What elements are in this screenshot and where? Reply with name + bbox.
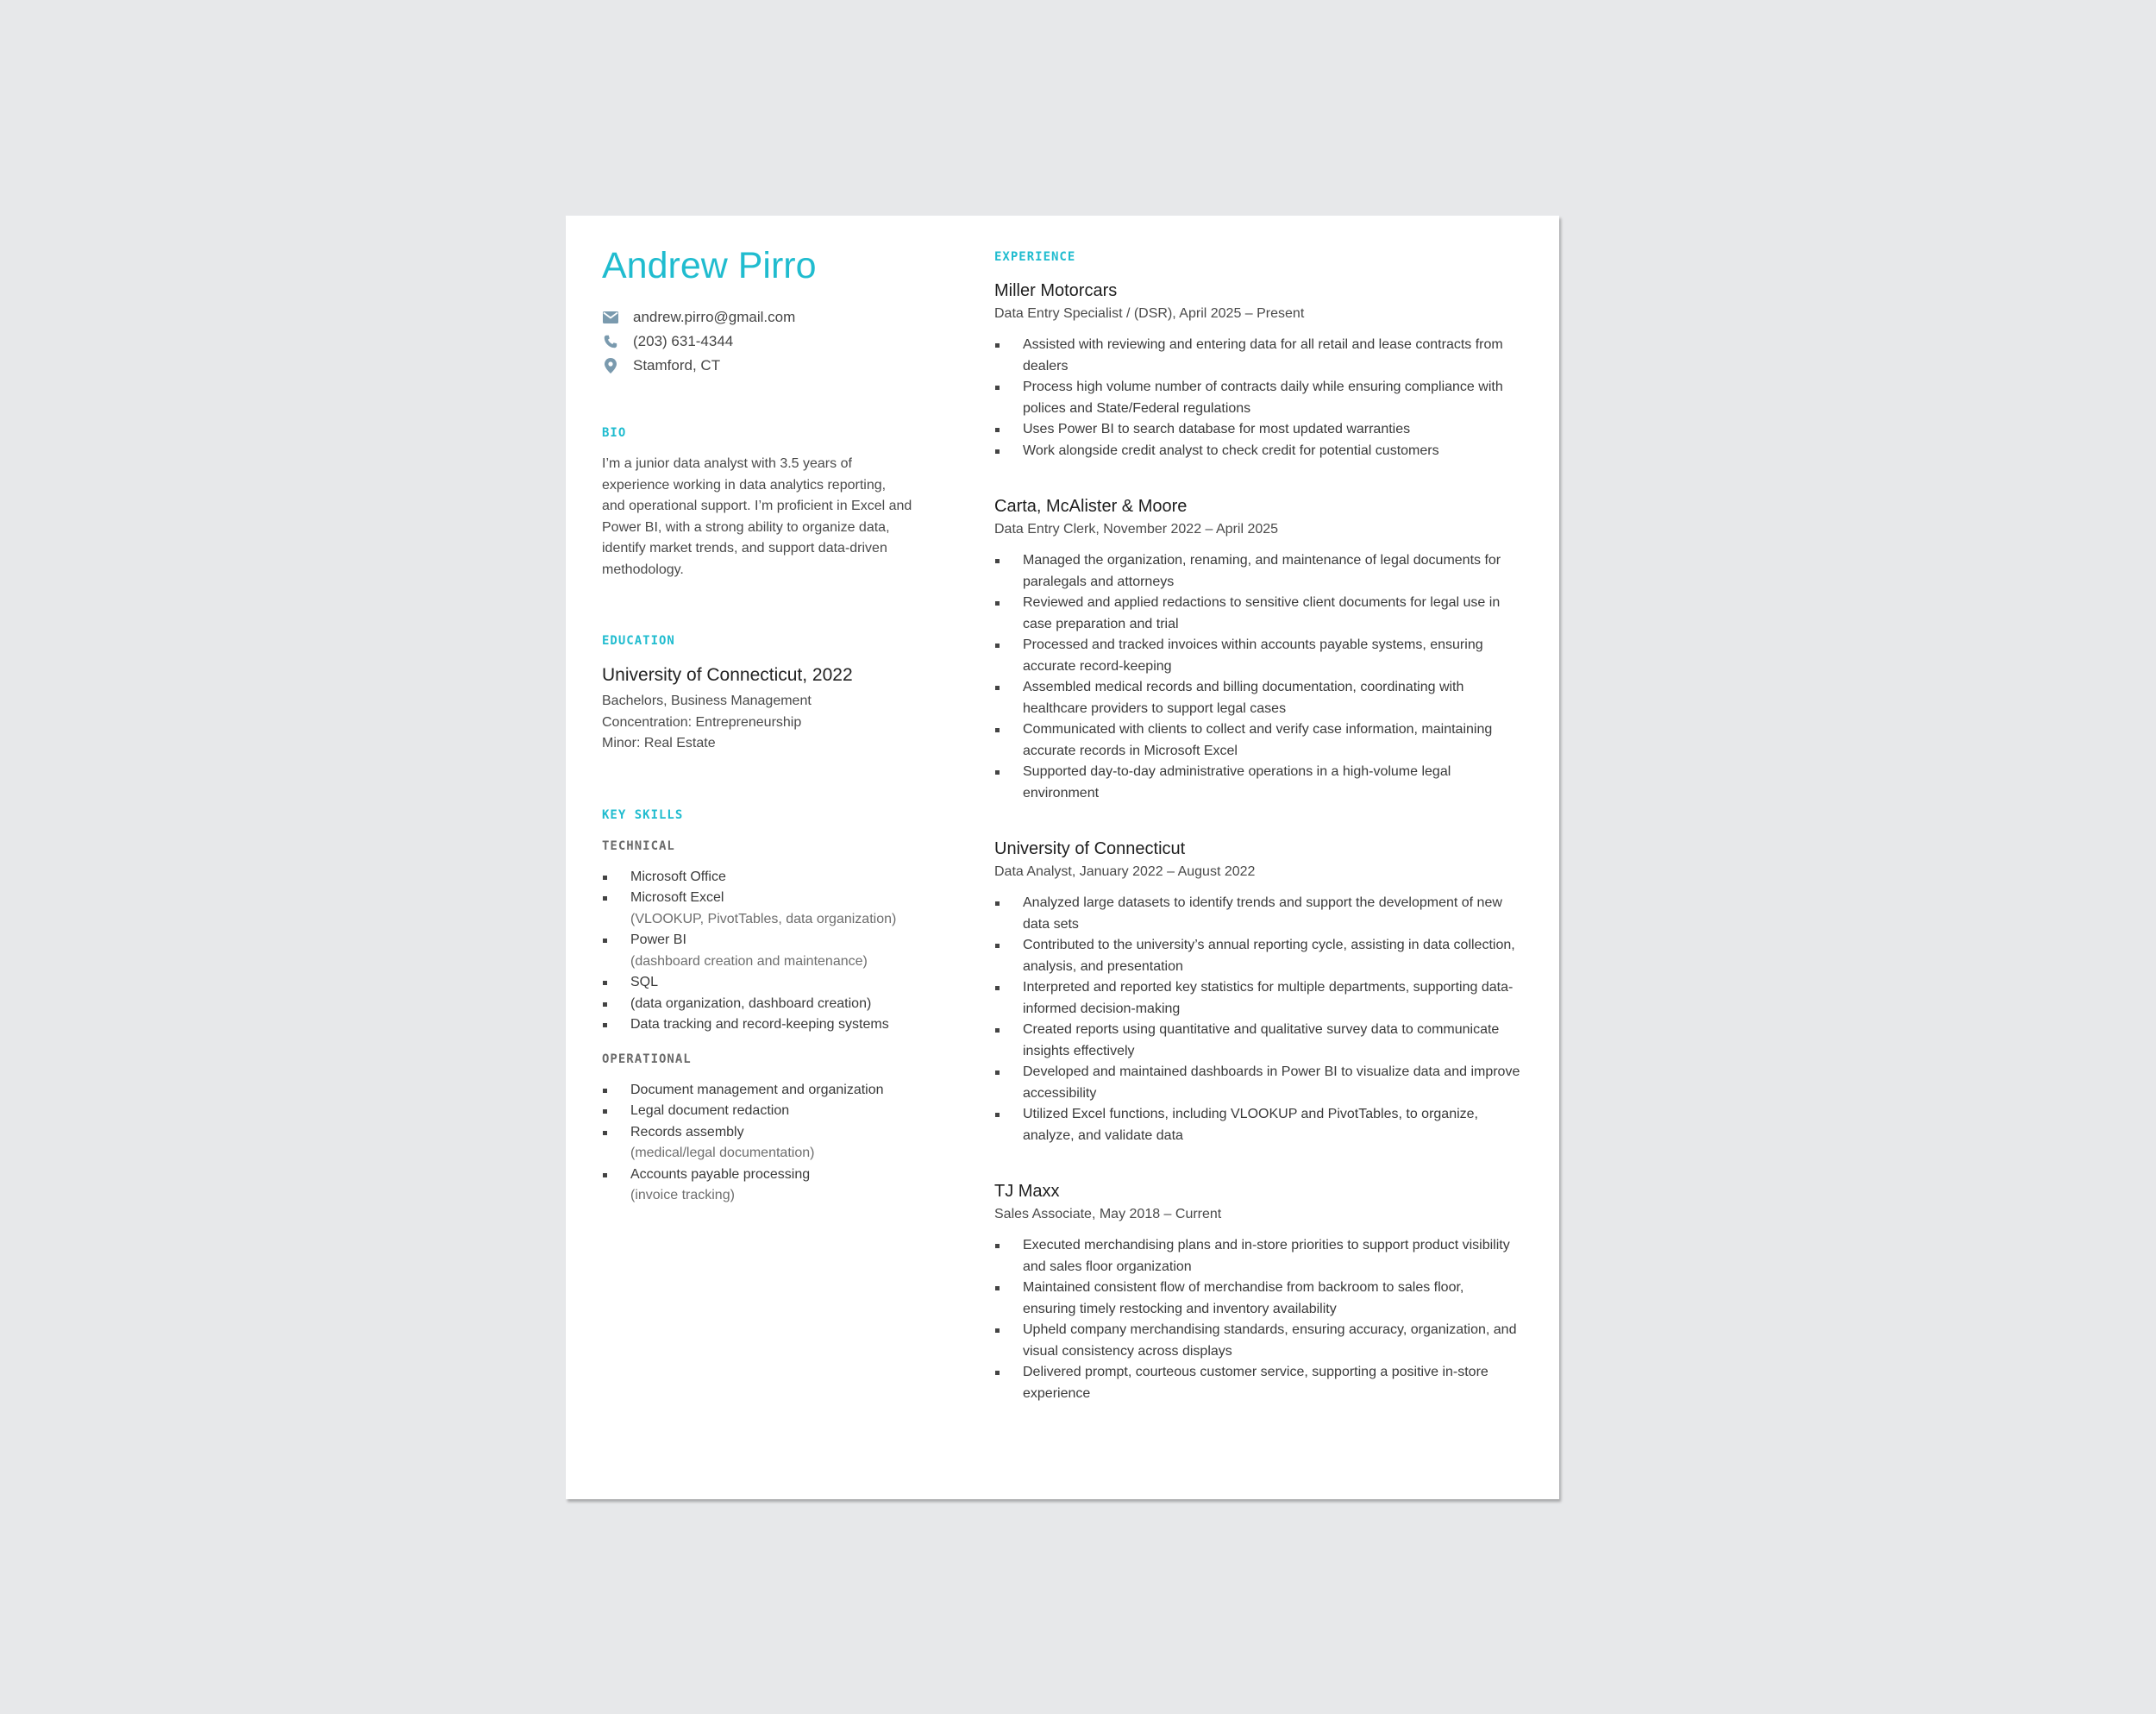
- list-item: Communicated with clients to collect and verify case information, maintaining accurate records in Microsoft Excel: [994, 719, 1520, 762]
- list-item: [602, 1165, 912, 1207]
- list-item: Assembled medical records and billing documentation, coordinating with healthcare providers to support legal cases: [994, 677, 1520, 719]
- list-item: Process high volume number of contracts daily while ensuring compliance with polices and State/Federal regulations: [994, 377, 1520, 419]
- list-item: [602, 1080, 912, 1102]
- list-item: [602, 994, 912, 1015]
- list-item: [602, 972, 912, 994]
- contact-phone: [602, 330, 912, 354]
- list-item: [602, 888, 912, 930]
- skill-text: Document management and organization: [630, 1082, 884, 1097]
- list-item: Maintained consistent flow of merchandise from backroom to sales floor, ensuring timely restocking and inventory availability: [994, 1278, 1520, 1320]
- job-university-of-connecticut: [994, 839, 1520, 1146]
- list-item: [602, 930, 912, 972]
- list-item: Uses Power BI to search database for most updated warranties: [994, 419, 1520, 441]
- right-column: [994, 250, 1520, 1404]
- list-item: [602, 1101, 912, 1122]
- location-text: Stamford, CT: [633, 357, 721, 374]
- list-item: [602, 1122, 912, 1165]
- list-item: Managed the organization, renaming, and maintenance of legal documents for paralegals and attorneys: [994, 550, 1520, 593]
- list-item: Developed and maintained dashboards in Power BI to visualize data and improve accessibility: [994, 1062, 1520, 1104]
- skill-note: (dashboard creation and maintenance): [630, 953, 868, 969]
- location-pin-icon: [602, 357, 619, 374]
- skill-note: (VLOOKUP, PivotTables, data organization): [630, 911, 897, 926]
- list-item: Analyzed large datasets to identify trends and support the development of new data sets: [994, 893, 1520, 935]
- skill-text: Legal document redaction: [630, 1103, 790, 1118]
- list-item: Contributed to the university’s annual reporting cycle, assisting in data collection, analysis, and presentation: [994, 935, 1520, 977]
- skill-text: Accounts payable processing: [630, 1166, 811, 1182]
- operational-skills-heading: OPERATIONAL: [602, 1052, 692, 1066]
- list-item: Reviewed and applied redactions to sensitive client documents for legal use in case preparation and trial: [994, 593, 1520, 635]
- list-item: Upheld company merchandising standards, ensuring accuracy, organization, and visual consistency across displays: [994, 1320, 1520, 1362]
- job-company: Miller Motorcars: [994, 281, 1118, 300]
- skills-heading: KEY SKILLS: [602, 807, 684, 822]
- operational-skills-list: [602, 1080, 912, 1207]
- job-miller-motorcars: [994, 281, 1520, 461]
- mail-icon: [602, 309, 619, 326]
- bio-text: I’m a junior data analyst with 3.5 years of experience working in data analytics reporting, and operational support. I’m proficient in Excel and Power BI, with a strong ability to organize data, identify market trends, and support data-driven methodology.: [602, 456, 912, 577]
- job-company: University of Connecticut: [994, 839, 1186, 858]
- education-section: [602, 634, 912, 755]
- contact-list: [602, 305, 912, 378]
- job-tj-maxx: [994, 1182, 1520, 1404]
- skill-note: (invoice tracking): [630, 1188, 735, 1202]
- skill-note: (medical/legal documentation): [630, 1146, 815, 1160]
- list-item: Interpreted and reported key statistics for multiple departments, supporting data-informed decision-making: [994, 977, 1520, 1020]
- skill-text: SQL: [630, 975, 659, 989]
- job-bullets: [994, 335, 1520, 461]
- list-item: Created reports using quantitative and qualitative survey data to communicate insights effectively: [994, 1020, 1520, 1062]
- skill-text: Microsoft Office: [630, 869, 726, 884]
- technical-skills-list: [602, 867, 912, 1036]
- job-bullets: [994, 550, 1520, 804]
- left-column: [602, 243, 912, 1207]
- phone-text: (203) 631-4344: [633, 333, 734, 349]
- list-item: Executed merchandising plans and in-store priorities to support product visibility and sales floor organization: [994, 1235, 1520, 1278]
- contact-location: [602, 354, 912, 378]
- technical-skills-heading: TECHNICAL: [602, 838, 675, 853]
- job-carta-mcalister-moore: [994, 497, 1520, 804]
- resume-page: [566, 216, 1559, 1499]
- job-company: TJ Maxx: [994, 1182, 1060, 1201]
- job-meta: Sales Associate, May 2018 – Current: [994, 1207, 1222, 1221]
- job-meta: Data Analyst, January 2022 – August 2022: [994, 864, 1256, 879]
- job-meta: Data Entry Clerk, November 2022 – April 2025: [994, 522, 1279, 537]
- list-item: Supported day-to-day administrative operations in a high-volume legal environment: [994, 762, 1520, 804]
- list-item: Work alongside credit analyst to check credit for potential customers: [994, 441, 1520, 462]
- bio-section: [602, 426, 912, 581]
- list-item: [602, 867, 912, 888]
- email-text: andrew.pirro@gmail.com: [633, 309, 796, 325]
- job-meta: Data Entry Specialist / (DSR), April 2025 – Present: [994, 306, 1305, 321]
- skill-text: (data organization, dashboard creation): [630, 995, 872, 1011]
- list-item: Processed and tracked invoices within accounts payable systems, ensuring accurate record-keeping: [994, 635, 1520, 677]
- skill-text: Data tracking and record-keeping systems: [630, 1017, 889, 1032]
- list-item: [602, 1014, 912, 1036]
- skill-text: Microsoft Excel: [630, 890, 724, 905]
- education-heading: EDUCATION: [602, 634, 675, 648]
- education-concentration: Concentration: Entrepreneurship: [602, 714, 802, 730]
- skills-section: [602, 808, 912, 1207]
- contact-email: [602, 305, 912, 330]
- phone-icon: [602, 333, 619, 350]
- candidate-name: Andrew Pirro: [602, 245, 817, 286]
- education-school: University of Connecticut, 2022: [602, 665, 853, 685]
- experience-heading: EXPERIENCE: [994, 250, 1076, 264]
- bio-heading: BIO: [602, 426, 627, 440]
- job-company: Carta, McAlister & Moore: [994, 497, 1188, 516]
- skill-text: Records assembly: [630, 1124, 744, 1140]
- list-item: Assisted with reviewing and entering data for all retail and lease contracts from dealers: [994, 335, 1520, 377]
- list-item: Utilized Excel functions, including VLOOKUP and PivotTables, to organize, analyze, and validate data: [994, 1104, 1520, 1146]
- education-degree: Bachelors, Business Management: [602, 694, 812, 708]
- job-bullets: [994, 893, 1520, 1146]
- education-minor: Minor: Real Estate: [602, 736, 716, 750]
- skill-text: Power BI: [630, 932, 686, 947]
- list-item: Delivered prompt, courteous customer service, supporting a positive in-store experience: [994, 1362, 1520, 1404]
- job-bullets: [994, 1235, 1520, 1404]
